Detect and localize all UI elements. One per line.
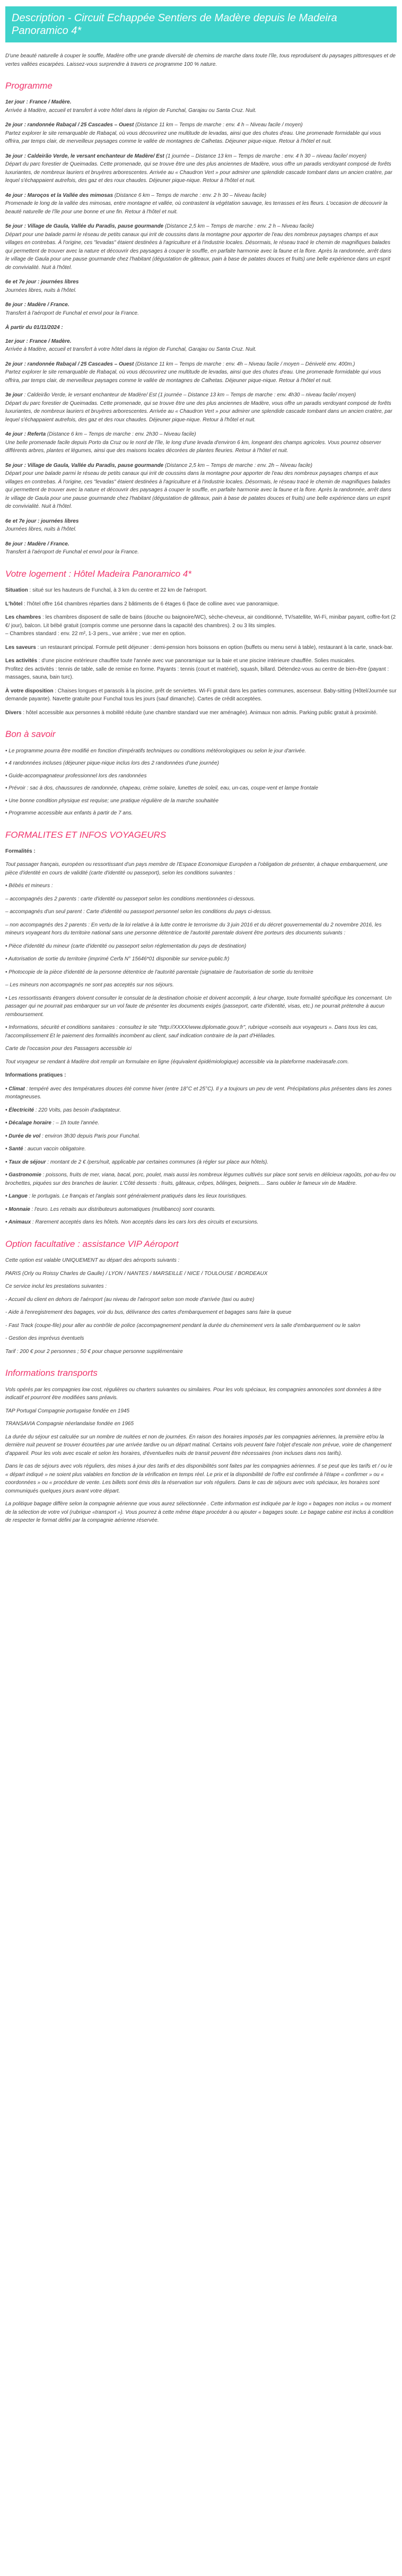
practical-text: : 220 Volts, pas besoin d'adaptateur. xyxy=(34,1107,121,1113)
day-title-text: 4e jour : Maroços et la Vallée des mimosas xyxy=(5,192,113,198)
info-paragraph xyxy=(5,613,397,638)
day-title-details: (Distance 6 km – Temps de marche : env. 2 h 30 – Niveau facile) xyxy=(113,192,267,198)
day-title-text: 6e et 7e jour : journées libres xyxy=(5,518,79,524)
programme-heading: Programme xyxy=(5,81,53,91)
formality-line: • Les ressortissants étrangers doivent consulter le consulat de la destination choisie et doivent accomplir, à leur charge, toute formalité spécifique les concernant. Un passager qui ne pourrait pas embarquer sur un vol faute de présenter les documents exigés (passeport, carte d'identité, visas, etc.) ne pourrait prétendre à aucun remboursement. xyxy=(5,995,392,1018)
info-text: Profitez des activités : tennis de table, salle de remise en forme. Payants : tennis (court et matériel), squash, billard. Détendez-vous au centre de bien-être (payant : massages, sauna, bain turc). xyxy=(5,666,389,681)
practical-text: : aucun vaccin obligatoire. xyxy=(23,1146,86,1152)
option-list xyxy=(5,1256,397,1356)
practical-item xyxy=(5,1192,397,1201)
formalities-subheading: Formalités : xyxy=(5,848,36,854)
formalities-list xyxy=(5,861,397,1066)
day-title xyxy=(5,222,397,231)
day-item xyxy=(5,391,397,424)
practical-item xyxy=(5,1132,397,1141)
day-title-details: : Caldeirão Verde, le versant enchanteur de Madère/ Est (1 journée – Distance 13 km – Temps de marche : env. 4h30 – niveau facile/ moyen) xyxy=(22,392,356,398)
day-title-details: (Distance 6 km – Temps de marche : env. 2h30 – Niveau facile) xyxy=(46,431,196,438)
bullet-item: • Programme accessible aux enfants à partir de 7 ans. xyxy=(5,810,133,817)
formality-line: – non accompagnés des 2 parents : En vertu de la loi relative à la lutte contre le terrorisme du 3 juin 2016 et du décret gouvernemental du 2 novembre 2016, les mineurs voyageant hors du territoire national sans une personne détentrice de l'autorité parentale doivent être porteurs des documents suivants : xyxy=(5,922,382,936)
day-title-text: 3e jour : Caldeirão Verde, le versant enchanteur de Madère/ Est xyxy=(5,153,164,159)
practical-list xyxy=(5,1085,397,1227)
transport-heading: Informations transports xyxy=(5,1368,98,1378)
practical-text: : tempéré avec des températures douces été comme hiver (entre 18°C et 25°C). Il y a toujours un peu de vent. Précipitations plus présentes dans les zones montagneuses. xyxy=(5,1086,392,1100)
info-paragraph xyxy=(5,657,397,682)
info-label: Les chambres xyxy=(5,614,41,621)
practical-label: • Animaux xyxy=(5,1219,31,1226)
day-title-text: 5e jour : Village de Gaula, Vallée du Paradis, pause gourmande xyxy=(5,462,164,469)
day-title-details: (Distance 2,5 km – Temps de marche : env. 2 h – Niveau facile) xyxy=(163,223,314,230)
day-item xyxy=(5,192,397,216)
day-item xyxy=(5,462,397,511)
info-paragraph xyxy=(5,687,397,704)
day-item xyxy=(5,152,397,185)
day-item xyxy=(5,301,397,317)
day-title xyxy=(5,517,397,526)
page-title: Description - Circuit Echappée Sentiers de Madère depuis le Madeira Panoramico 4* xyxy=(5,6,397,42)
day-title xyxy=(5,301,397,309)
practical-label: • Langue xyxy=(5,1193,28,1200)
option-heading: Option facultative : assistance VIP Aéroport xyxy=(5,1238,179,1249)
day-description: Journées libres, nuits à l'hôtel. xyxy=(5,526,77,533)
transport-list xyxy=(5,1386,397,1525)
formalities-heading: FORMALITES ET INFOS VOYAGEURS xyxy=(5,829,167,840)
bullet-item: • Guide-accompagnateur professionnel lors des randonnées xyxy=(5,773,147,779)
formality-line: – accompagnés d'un seul parent : Carte d'identité ou passeport personnel selon les conditions du pays ci-dessus. xyxy=(5,909,272,915)
info-text: : d'une piscine extérieure chauffée toute l'année avec vue panoramique sur la baie et une piscine intérieure chauffée. Solies musicales. xyxy=(37,658,355,664)
day-description: Départ pour une balade parmi le réseau de petits canaux qui irrit de coussins dans la montagne pour apporter de l'eau des nombreux paysages champs et aux villages en contrebas. À l'origine, ces "levadas" étaient destinées à l'agriculture et à l'industrie locales. Désormais, le réseau tracé le chemin de magnifiques balades qui permettent de trouver avec la nature et découvrir des paysages à couper le souffle, en parfaite harmonie avec la faune et la flore. Après la randonnée, arrêt dans le village de Gaula pour une pause gourmande chez l'habitant (dégustation de gâteaux, pain à base de patates douces et fruits) une belle expérience dans un esprit de convivialité. Nuit à l'hôtel. xyxy=(5,231,391,271)
info-text: : les chambres disposent de salle de bains (douche ou baignoire/WC), sèche-cheveux, air conditionné, TV/satellite, Wi-Fi, minibar payant, coffre-fort (2 €/ jour), balcon. Lit bébé gratuit (compris comme une personne dans la capacité des chambres). 2 ou 3 lits simples. xyxy=(5,614,396,629)
formality-line: • Autorisation de sortie du territoire (imprimé Cerfa N° 15646*01 disponible sur service-public.fr) xyxy=(5,956,230,962)
day-item xyxy=(5,337,397,354)
transport-line: La durée du séjour est calculée sur un nombre de nuitées et non de journées. En raison des horaires imposés par les compagnies aériennes, la première et/ou la dernière nuit peuvent se trouver écourtées par une arrivée tardive ou un départ matinal. Certains vols peuvent faire l'objet d'escale non prévue, voire de changement d'appareil. Pour les vols avec escale et selon les horaires, d'éventuelles nuits de transit peuvent être nécessaires (non incluses dans nos tarifs). xyxy=(5,1434,392,1456)
day-title-text: 6e et 7e jour : journées libres xyxy=(5,279,79,285)
day-title-text: 3e jour xyxy=(5,392,23,398)
formality-line: • Photocopie de la pièce d'identité de la personne détentrice de l'autorité parentale (signataire de l'autorisation de sortie du territoire xyxy=(5,969,313,975)
day-description: Départ pour une balade parmi le réseau de petits canaux qui irrit de coussins dans la montagne pour apporter de l'eau des nombreux paysages champs et aux villages en contrebas. À l'origine, ces "levadas" étaient destinées à l'agriculture et à l'industrie locales. Désormais, le réseau tracé le chemin de magnifiques balades qui permettent de trouver avec la nature et découvrir des paysages à couper le souffle, en parfaite harmonie avec la faune et la flore. Après la randonnée, arrêt dans le village de Gaula pour une pause gourmande chez l'habitant (dégustation de gâteaux, pain à base de patates douces et fruits) une belle expérience dans un esprit de convivialité. Nuit à l'hôtel. xyxy=(5,471,391,510)
info-label: À votre disposition xyxy=(5,688,54,694)
day-description: Promenade le long de la vallée des mimosas, entre montagne et vallée, où contrastent la végétation sauvage, les terrasses et les fleurs. L'occasion de découvrir la beauté naturelle de l'île pour une bonne et une fin. Retour à l'hôtel et nuit. xyxy=(5,201,388,215)
practical-label: • Taux de séjour xyxy=(5,1159,46,1165)
day-title xyxy=(5,98,397,107)
info-paragraph xyxy=(5,644,397,652)
practical-label: • Climat xyxy=(5,1086,25,1092)
bullet-item: • Une bonne condition physique est requise; une pratique régulière de la marche souhaitée xyxy=(5,797,219,804)
formality-line: Tout voyageur se rendant à Madère doit remplir un formulaire en ligne (équivalent épidémiologique) accessible via la plateforme madeirasafe.com. xyxy=(5,1059,349,1065)
day-title-details: (Distance 11 km – Temps de marche : env. 4h – Niveau facile / moyen – Dénivelé env. 400m.) xyxy=(134,361,355,367)
hotel-section xyxy=(5,586,397,717)
option-line: - Gestion des imprévus éventuels xyxy=(5,1335,84,1342)
day-description: Arrivée à Madère, accueil et transfert à votre hôtel dans la région de Funchal, Garajau ou Santa Cruz. Nuit. xyxy=(5,346,257,353)
info-label: Les activités xyxy=(5,658,38,664)
day-description: Arrivée à Madère, accueil et transfert à votre hôtel dans la région de Funchal, Garajau ou Santa Cruz. Nuit. xyxy=(5,107,257,114)
day-title xyxy=(5,152,397,161)
day-item xyxy=(5,430,397,455)
practical-item xyxy=(5,1218,397,1227)
info-paragraph xyxy=(5,600,397,609)
day-title xyxy=(5,360,397,369)
day-title-text: 8e jour : Madère / France. xyxy=(5,302,69,308)
practical-label: • Monnaie xyxy=(5,1206,30,1212)
day-item xyxy=(5,121,397,146)
day-item xyxy=(5,222,397,272)
option-line: Cette option est valable UNIQUEMENT au départ des aéroports suivants : xyxy=(5,1257,180,1264)
practical-label: • Décalage horaire xyxy=(5,1120,51,1126)
practical-text: : environ 3h30 depuis Paris pour Funchal. xyxy=(40,1133,141,1139)
day-title xyxy=(5,337,397,346)
day-description: Partez explorer le site remarquable de Rabaçal, où vous découvrirez une multitude de levadas, ainsi que des chutes d'eau. Une promenade formidable qui vous offrira, par temps clair, de merveilleux paysages comme le vallée de montagnes de Calhetas. Déjeuner pique-nique. Retour à l'hôtel et nuit. xyxy=(5,130,381,145)
info-text: : situé sur les hauteurs de Funchal, à 3 km du centre et 22 km de l'aéroport. xyxy=(28,587,207,594)
day-title-text: 2e jour : randonnée Rabaçal / 25 Cascades – Ouest xyxy=(5,122,134,128)
day-title xyxy=(5,192,397,200)
good-to-know-heading: Bon à savoir xyxy=(5,729,56,740)
day-title xyxy=(5,430,397,439)
practical-label: • Gastronomie xyxy=(5,1172,41,1178)
date-note: À partir du 01/11/2024 : xyxy=(5,325,63,331)
day-title-text: 8e jour : Madère / France. xyxy=(5,541,69,547)
day-title xyxy=(5,278,397,287)
practical-subheading: Informations pratiques : xyxy=(5,1072,66,1079)
bullet-item: • Prévoir : sac à dos, chaussures de randonnée, chapeau, crème solaire, lunettes de soleil, eau, un-cas, coupe-vent et lampe frontale xyxy=(5,785,318,792)
day-description: Transfert à l'aéroport de Funchal et envol pour la France. xyxy=(5,549,139,556)
day-title-text: 1er jour : France / Madère. xyxy=(5,99,72,106)
info-paragraph xyxy=(5,709,397,717)
day-title-text: 1er jour : France / Madère. xyxy=(5,338,72,344)
option-line: - Fast Track (coupe-file) pour aller au contrôle de police (accompagnement pendant la durée du cheminement vers la salle d'embarquement ou le salon xyxy=(5,1322,361,1329)
formality-line: • Informations, sécurité et conditions sanitaires : consultez le site "http://XXXX/www.diplomatie.gouv.fr", rubrique «conseils aux voyageurs ». Dans tous les cas, l'accomplissement Et le paiement des formalités incombent au client, sauf indication contraire de la part d'Héliades. xyxy=(5,1025,378,1039)
hotel-heading: Votre logement : Hôtel Madeira Panoramico 4* xyxy=(5,568,191,579)
practical-item xyxy=(5,1158,397,1167)
formality-line: Carte de l'occasion pour des Passagers accessible ici xyxy=(5,1046,132,1052)
day-item xyxy=(5,517,397,534)
practical-item xyxy=(5,1119,397,1127)
info-text: : hôtel accessible aux personnes à mobilité réduite (une chambre standard vue mer aménagée). Animaux non admis. Parking public gratuit à proximité. xyxy=(21,709,378,716)
bullet-item: • 4 randonnées incluses (déjeuner pique-nique inclus lors des 2 randonnées d'une journée) xyxy=(5,760,219,767)
info-label: L'hôtel xyxy=(5,601,23,607)
practical-text: : le portugais. Le français et l'anglais sont généralement pratiqués dans les lieux touristiques. xyxy=(27,1193,247,1200)
practical-item xyxy=(5,1205,397,1214)
day-title-details: (Distance 11 km – Temps de marche : env. 4 h – Niveau facile / moyen) xyxy=(134,122,303,128)
option-line: Tarif : 200 € pour 2 personnes ; 50 € pour chaque personne supplémentaire xyxy=(5,1348,183,1355)
info-paragraph xyxy=(5,586,397,595)
day-title-text: 2e jour : randonnée Rabaçal / 25 Cascades – Ouest xyxy=(5,361,134,367)
formality-line: – accompagnés des 2 parents : carte d'identité ou passeport selon les conditions mentionnées ci-dessous. xyxy=(5,896,256,902)
info-text: : l'hôtel offre 164 chambres réparties dans 2 bâtiments de 6 étages 6 (face de colline avec vue panoramique. xyxy=(22,601,279,607)
practical-item xyxy=(5,1171,397,1187)
intro-text: D'une beauté naturelle à couper le souffle, Madère offre une grande diversité de chemins de marche dans toute l'île, tous reproduisent du paysages pittoresques et de vertes vallées escarpées. Laissez-vous surprendre à travers ce programme 100 % nature. xyxy=(5,53,396,67)
practical-item xyxy=(5,1106,397,1115)
day-description: Transfert à l'aéroport de Funchal et envol pour la France. xyxy=(5,310,139,316)
formality-line: Tout passager français, européen ou ressortissant d'un pays membre de l'Espace Economique Européen a l'obligation de présenter, à chaque embarquement, une pièce d'identité en cours de validité (carte d'identité ou passeport), selon les conditions suivantes : xyxy=(5,862,388,876)
formality-line: – Les mineurs non accompagnés ne sont pas acceptés sur nos séjours. xyxy=(5,982,174,988)
day-description: Partez explorer le site remarquable de Rabaçal, où vous découvrirez une multitude de levadas, ainsi que des chutes d'eau. Une promenade formidable qui vous offrira, par temps clair, de merveilleux paysages comme le vallée de montagnes de Calhetas. Déjeuner pique-nique. Retour à l'hôtel et nuit. xyxy=(5,369,381,384)
option-line: PARIS (Orly ou Roissy Charles de Gaulle) / LYON / NANTES / MARSEILLE / NICE / TOULOUSE / BORDEAUX xyxy=(5,1270,268,1277)
option-line: - Aide à l'enregistrement des bagages, voir du bus, délivrance des cartes d'embarquement et bagages sans faire la queue xyxy=(5,1309,292,1316)
practical-text: : montant de 2 € /pers/nuit, applicable par certaines communes (à régler sur place aux hôtels). xyxy=(46,1159,269,1165)
info-text: : un restaurant principal. Formule petit déjeuner : demi-pension hors boissons en option (buffets ou menu servi à table), restaurant à la carte, snack-bar. xyxy=(36,644,394,650)
day-title xyxy=(5,121,397,129)
option-line: Ce service inclut les prestations suivantes : xyxy=(5,1283,107,1290)
practical-item xyxy=(5,1145,397,1153)
day-item xyxy=(5,540,397,557)
day-item xyxy=(5,98,397,115)
practical-label: • Durée de vol xyxy=(5,1133,41,1139)
day-title-details: (Distance 2,5 km – Temps de marche : env. 2h – Niveau facile) xyxy=(163,462,312,469)
day-title-text: 4e jour : Referta xyxy=(5,431,46,438)
practical-item xyxy=(5,1085,397,1101)
practical-text: : l'euro. Les retraits aux distributeurs automatiques (multibanco) sont courants. xyxy=(30,1206,216,1212)
transport-line: La politique bagage diffère selon la compagnie aérienne que vous aurez sélectionnée . Cette information est indiquée par le logo « bagages non inclus » ou moment de la sélection de votre vol (rubrique «transport »). Vous pourrez à cette même étape procéder à ou ajouter « bagages soute. Le bagage cabine est inclus à condition de respecter le format défini par la compagnie aérienne réservée. xyxy=(5,1501,394,1524)
practical-label: • Électricité xyxy=(5,1107,34,1113)
info-label: Situation xyxy=(5,587,28,594)
day-title-details: (1 journée – Distance 13 km – Temps de marche : env. 4 h 30 – niveau facile/ moyen) xyxy=(164,153,367,159)
info-text: – Chambres standard : env. 22 m², 1-3 pers., vue arrière ; vue mer en option. xyxy=(5,631,186,637)
practical-label: • Santé xyxy=(5,1146,23,1152)
formality-line: • Pièce d'identité du mineur (carte d'identité ou passeport selon réglementation du pays de destination) xyxy=(5,943,247,949)
transport-line: Dans le cas de séjours avec vols réguliers, des mises à jour des tarifs et des disponibilités sont faites par les compagnies aériennes. Il se peut que les tarifs et / ou le « départ indiqué » ne soient plus valables en fonction de la vérification en temps réel. Le prix et la disponibilité de l'offre est confirmée à l'étape « confirmer » ou « coordonnées » ou « procédure de vente. Les billets sont émis dès la réservation sur vols réguliers. Dans le cas de séjours avec vols spéciaux, les horaires sont communiqués quelques jours avant votre départ. xyxy=(5,1463,392,1494)
transport-line: TRANSAVIA Compagnie néerlandaise fondée en 1965 xyxy=(5,1421,134,1427)
practical-text: : poissons, fruits de mer, viana, bacal, porc, poulet, mais aussi les nombreux légumes cultivés sur place sont servis en délicieux ragoûts, pot-au-feu ou brochettes, piquées sur des branches de laurier. L'Côté desserts : fruits, gâteaux, crêpes, bôlinges, beignets.... Sans oublier le fameux vin de Madère. xyxy=(5,1172,396,1186)
day-title xyxy=(5,540,397,549)
day-item xyxy=(5,360,397,385)
day-title xyxy=(5,462,397,470)
day-title xyxy=(5,391,397,400)
practical-text: : – 1h toute l'année. xyxy=(51,1120,100,1126)
day-item xyxy=(5,278,397,294)
programme-list xyxy=(5,98,397,317)
transport-line: TAP Portugal Compagnie portugaise fondée en 1945 xyxy=(5,1408,130,1414)
formality-line: • Bébés et mineurs : xyxy=(5,883,53,889)
bullet-item: • Le programme pourra être modifié en fonction d'impératifs techniques ou conditions météorologiques ou selon le jour d'arrivée. xyxy=(5,748,307,754)
good-to-know-list xyxy=(5,747,397,818)
option-line: - Accueil du client en dehors de l'aéroport (au niveau de l'aéroport selon son mode d'arrivée (taxi ou autre) xyxy=(5,1296,255,1303)
info-text: : Chaises longues et parasols à la piscine, prêt de serviettes. Wi-Fi gratuit dans les parties communes, ascenseur. Baby-sitting (Hôtel/Journée sur demande payante). Navette gratuite pour Funchal tous les jours (sauf dimanche). Cartes de crédit acceptées. xyxy=(5,688,397,702)
day-description: Journées libres, nuits à l'hôtel. xyxy=(5,287,77,293)
day-title-text: 5e jour : Village de Gaula, Vallée du Paradis, pause gourmande xyxy=(5,223,164,230)
info-label: Les saveurs xyxy=(5,644,36,650)
day-description: Une belle promenade facile depuis Porto da Cruz ou le nord de l'île, le long d'une levada d'environ 6 km, longeant des champs agricoles. Vous pourrez observer différents arbres, plantes et légumes, ainsi que des maisons locales décorées de plantes fleuries. Retour à l'hôtel et nuit. xyxy=(5,439,381,454)
day-description: Départ du parc forestier de Queimadas. Cette promenade, qui se trouve être une des plus anciennes de Madère, vous offre un paradis verdoyant composé de forêts luxuriantes, de nombreux lauriers et bruyères arborescentes. Arrivée au « Chaudron Vert » pour admirer une splendide cascade tombant dans un ancien cratère, par lequel s'échappaient autrefois, des gaz et des roux chaudes. Déjeuner pique-nique. Retour à l'hôtel et nuit. xyxy=(5,161,392,184)
transport-line: Vols opérés par les compagnies low cost, régulières ou charters suivantes ou similaires. Pour les vols spéciaux, les compagnies annoncées sont données à titre indicatif et pourront être modifiées sans préavis. xyxy=(5,1386,381,1401)
info-label: Divers xyxy=(5,709,22,716)
practical-text: : Rarement acceptés dans les hôtels. Non acceptés dans les cars lors des circuits et excursions. xyxy=(31,1219,259,1226)
programme-list-2 xyxy=(5,337,397,557)
day-description: Départ du parc forestier de Queimadas. Cette promenade, qui se trouve être une des plus anciennes de Madère, vous offre un paradis verdoyant composé de forêts luxuriantes, de nombreux lauriers et bruyères arborescentes. Arrivée au « Chaudron Vert » pour admirer une splendide cascade tombant dans un ancien cratère, par lequel s'échappaient autrefois, des gaz et des roux chaudes. Déjeuner pique-nique. Retour à l'hôtel et nuit. xyxy=(5,400,392,423)
